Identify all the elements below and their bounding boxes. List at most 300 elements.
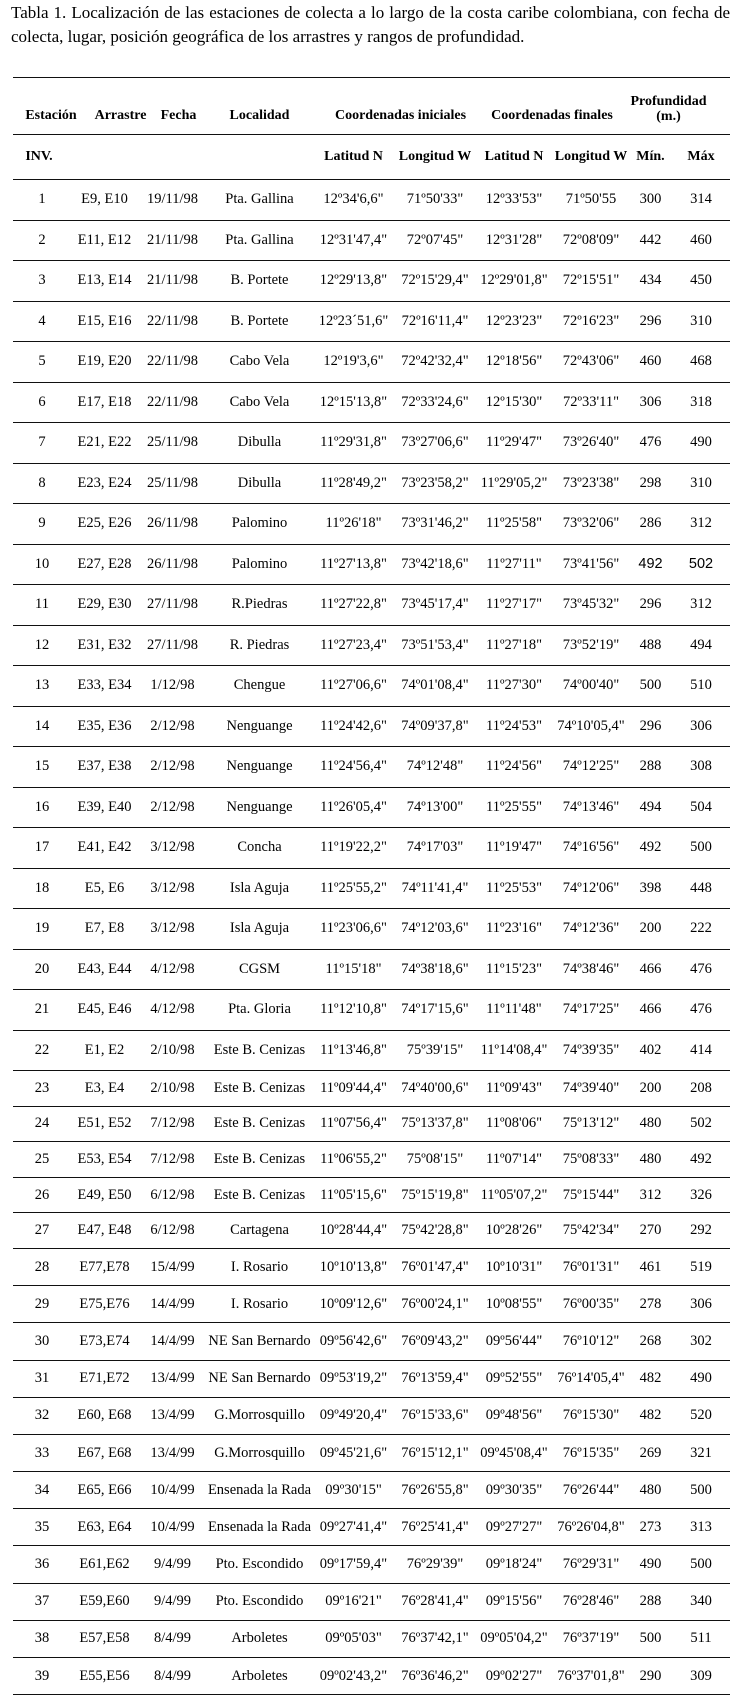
cell-profundidad-max: 340 xyxy=(690,1593,712,1610)
cell-estacion: 11 xyxy=(35,596,49,613)
cell-latitud-final: 12º33'53" xyxy=(485,191,543,208)
cell-fecha: 3/12/98 xyxy=(150,839,195,856)
cell-profundidad-min: 288 xyxy=(639,758,662,775)
cell-estacion: 3 xyxy=(38,272,46,289)
cell-longitud-inicial: 73º42'18,6" xyxy=(401,555,469,572)
cell-localidad: R. Piedras xyxy=(229,636,290,653)
cell-arrastre: E73,E74 xyxy=(79,1332,130,1349)
cell-localidad: NE San Bernardo xyxy=(208,1332,311,1349)
cell-latitud-inicial: 11º27'23,4" xyxy=(320,636,387,653)
table-row xyxy=(13,1107,730,1143)
cell-longitud-final: 76º10'12" xyxy=(562,1332,620,1349)
cell-fecha: 3/12/98 xyxy=(150,920,195,937)
cell-longitud-inicial: 74º12'48" xyxy=(406,758,464,775)
cell-latitud-inicial: 09º17'59,4" xyxy=(319,1556,388,1573)
cell-profundidad-max: 502 xyxy=(688,556,714,573)
table-row xyxy=(13,1031,730,1072)
cell-fecha: 26/11/98 xyxy=(146,555,199,572)
cell-estacion: 20 xyxy=(34,960,50,977)
cell-arrastre: E43, E44 xyxy=(77,960,132,977)
cell-estacion: 5 xyxy=(38,353,46,370)
table-row xyxy=(13,1323,730,1360)
cell-profundidad-max: 448 xyxy=(690,879,712,896)
cell-arrastre: E15, E16 xyxy=(77,312,132,329)
cell-longitud-inicial: 72º42'32,4" xyxy=(401,353,469,370)
cell-fecha: 3/12/98 xyxy=(150,879,195,896)
cell-localidad: Isla Aguja xyxy=(229,879,290,896)
cell-longitud-inicial: 76º36'46,2" xyxy=(401,1667,469,1684)
cell-latitud-final: 11º24'53" xyxy=(486,717,542,734)
cell-localidad: Isla Aguja xyxy=(229,920,290,937)
cell-longitud-inicial: 75º42'28,8" xyxy=(401,1222,469,1239)
cell-latitud-inicial: 10º09'12,6" xyxy=(319,1295,388,1312)
table-row xyxy=(13,1398,730,1435)
cell-arrastre: E67, E68 xyxy=(77,1444,132,1461)
cell-profundidad-max: 310 xyxy=(690,474,712,491)
cell-longitud-final: 75º15'44" xyxy=(562,1186,620,1203)
cell-longitud-inicial: 76º25'41,4" xyxy=(401,1518,469,1535)
table-row xyxy=(13,221,730,262)
header-profundidad-label: Profundidad xyxy=(630,94,707,109)
cell-localidad: Ensenada la Rada xyxy=(207,1481,312,1498)
cell-localidad: Nenguange xyxy=(226,717,293,734)
cell-localidad: Palomino xyxy=(231,555,288,572)
cell-latitud-inicial: 12º19'3,6" xyxy=(323,353,384,370)
cell-arrastre: E27, E28 xyxy=(77,555,132,572)
cell-localidad: Arboletes xyxy=(231,1667,288,1684)
cell-profundidad-min: 278 xyxy=(639,1295,662,1312)
cell-longitud-final: 71º50'55 xyxy=(565,191,617,208)
cell-fecha: 2/12/98 xyxy=(150,717,195,734)
cell-longitud-inicial: 76º09'43,2" xyxy=(401,1332,469,1349)
cell-longitud-final: 74º17'25" xyxy=(562,1001,620,1018)
cell-latitud-inicial: 12º31'47,4" xyxy=(319,231,388,248)
cell-localidad: Ensenada la Rada xyxy=(207,1518,312,1535)
cell-fecha: 4/12/98 xyxy=(150,1001,195,1018)
header-profundidad xyxy=(618,78,719,134)
cell-latitud-inicial: 09º53'19,2" xyxy=(319,1370,388,1387)
cell-localidad: Arboletes xyxy=(231,1630,288,1647)
cell-latitud-inicial: 11º07'56,4" xyxy=(320,1115,387,1132)
cell-longitud-inicial: 76º00'24,1" xyxy=(401,1295,469,1312)
cell-fecha: 13/4/99 xyxy=(150,1407,195,1424)
cell-estacion: 22 xyxy=(34,1041,50,1058)
cell-longitud-final: 74º13'46" xyxy=(562,798,620,815)
cell-latitud-final: 12º31'28" xyxy=(485,231,543,248)
table-row xyxy=(13,707,730,748)
table-body xyxy=(13,180,730,1695)
cell-arrastre: E35, E36 xyxy=(77,717,132,734)
cell-fecha: 2/12/98 xyxy=(150,798,195,815)
cell-profundidad-min: 492 xyxy=(639,839,662,856)
cell-latitud-inicial: 09º02'43,2" xyxy=(319,1667,388,1684)
cell-latitud-inicial: 11º27'13,8" xyxy=(320,555,387,572)
cell-longitud-inicial: 76º15'12,1" xyxy=(401,1444,469,1461)
cell-longitud-final: 72º15'51" xyxy=(562,272,620,289)
cell-profundidad-max: 500 xyxy=(690,1556,712,1573)
cell-profundidad-max: 306 xyxy=(690,1295,712,1312)
cell-estacion: 34 xyxy=(34,1481,50,1498)
cell-longitud-inicial: 73º51'53,4" xyxy=(401,636,469,653)
cell-latitud-inicial: 09º05'03" xyxy=(325,1630,382,1647)
cell-estacion: 27 xyxy=(34,1222,50,1239)
cell-latitud-inicial: 11º28'49,2" xyxy=(320,474,387,491)
cell-longitud-final: 76º37'19" xyxy=(562,1630,620,1647)
cell-estacion: 37 xyxy=(34,1593,50,1610)
cell-longitud-inicial: 76º29'39" xyxy=(406,1556,464,1573)
cell-fecha: 26/11/98 xyxy=(146,515,199,532)
cell-latitud-inicial: 10º10'13,8" xyxy=(319,1258,388,1275)
cell-estacion: 28 xyxy=(34,1258,50,1275)
cell-latitud-final: 09º52'55" xyxy=(485,1370,543,1387)
cell-arrastre: E57,E58 xyxy=(79,1630,130,1647)
cell-latitud-inicial: 12º29'13,8" xyxy=(319,272,388,289)
header-inv: INV. xyxy=(25,149,53,164)
cell-profundidad-min: 312 xyxy=(639,1186,662,1203)
cell-latitud-inicial: 09º56'42,6" xyxy=(319,1332,388,1349)
table-row xyxy=(13,747,730,788)
table-row xyxy=(13,1213,730,1249)
cell-estacion: 24 xyxy=(34,1115,50,1132)
cell-latitud-final: 09º30'35" xyxy=(485,1481,543,1498)
cell-profundidad-max: 318 xyxy=(690,393,712,410)
cell-localidad: Pta. Gloria xyxy=(228,1001,291,1018)
table-row xyxy=(13,423,730,464)
table-row xyxy=(13,788,730,829)
cell-localidad: B. Portete xyxy=(230,272,289,289)
cell-localidad: Nenguange xyxy=(226,798,293,815)
cell-fecha: 15/4/99 xyxy=(150,1258,195,1275)
table-row xyxy=(13,1286,730,1323)
cell-latitud-final: 11º25'55" xyxy=(486,798,542,815)
cell-profundidad-min: 476 xyxy=(639,434,662,451)
cell-latitud-final: 11º09'43" xyxy=(486,1079,542,1096)
cell-profundidad-max: 490 xyxy=(690,434,712,451)
cell-longitud-final: 72º33'11" xyxy=(563,393,619,410)
cell-localidad: Concha xyxy=(237,839,282,856)
cell-fecha: 22/11/98 xyxy=(146,393,199,410)
cell-longitud-inicial: 74º01'08,4" xyxy=(401,677,469,694)
cell-estacion: 31 xyxy=(34,1370,50,1387)
cell-arrastre: E39, E40 xyxy=(77,798,132,815)
cell-longitud-inicial: 72º07'45" xyxy=(406,231,464,248)
cell-profundidad-max: 519 xyxy=(690,1258,712,1275)
cell-longitud-final: 73º26'40" xyxy=(562,434,620,451)
cell-profundidad-max: 302 xyxy=(690,1332,712,1349)
cell-profundidad-min: 442 xyxy=(639,231,662,248)
cell-fecha: 14/4/99 xyxy=(150,1295,195,1312)
cell-arrastre: E77,E78 xyxy=(79,1258,130,1275)
header-row-2 xyxy=(13,135,730,180)
cell-fecha: 6/12/98 xyxy=(150,1222,195,1239)
cell-longitud-final: 73º45'32" xyxy=(562,596,620,613)
cell-longitud-final: 76º00'35" xyxy=(562,1295,620,1312)
cell-longitud-inicial: 74º17'03" xyxy=(406,839,464,856)
cell-longitud-final: 74º39'40" xyxy=(562,1079,620,1096)
cell-estacion: 39 xyxy=(34,1667,50,1684)
cell-latitud-final: 10º28'26" xyxy=(485,1222,543,1239)
cell-fecha: 25/11/98 xyxy=(146,434,199,451)
cell-arrastre: E11, E12 xyxy=(77,231,132,248)
cell-estacion: 35 xyxy=(34,1518,50,1535)
cell-estacion: 26 xyxy=(34,1186,50,1203)
cell-estacion: 6 xyxy=(38,393,46,410)
cell-profundidad-max: 492 xyxy=(690,1150,712,1167)
cell-localidad: Pta. Gallina xyxy=(225,231,294,248)
cell-longitud-final: 72º43'06" xyxy=(562,353,620,370)
cell-profundidad-min: 466 xyxy=(639,1001,662,1018)
header-row-1 xyxy=(13,78,730,135)
cell-latitud-inicial: 09º27'41,4" xyxy=(319,1518,388,1535)
header-profundidad-min: Mín. xyxy=(636,149,665,164)
cell-fecha: 13/4/99 xyxy=(150,1444,195,1461)
cell-arrastre: E71,E72 xyxy=(79,1370,130,1387)
cell-profundidad-max: 222 xyxy=(690,920,712,937)
cell-latitud-inicial: 11º25'55,2" xyxy=(320,879,387,896)
table-row xyxy=(13,302,730,343)
cell-latitud-final: 11º25'53" xyxy=(486,879,542,896)
cell-longitud-inicial: 75º08'15" xyxy=(406,1150,464,1167)
cell-profundidad-min: 269 xyxy=(639,1444,662,1461)
cell-longitud-final: 75º42'34" xyxy=(562,1222,620,1239)
cell-profundidad-max: 310 xyxy=(690,312,712,329)
cell-localidad: Pta. Gallina xyxy=(225,191,294,208)
cell-profundidad-min: 300 xyxy=(639,191,662,208)
cell-latitud-inicial: 11º13'46,8" xyxy=(320,1041,387,1058)
cell-latitud-final: 11º27'30" xyxy=(486,677,542,694)
cell-profundidad-min: 461 xyxy=(639,1258,662,1275)
cell-arrastre: E53, E54 xyxy=(77,1150,132,1167)
cell-latitud-final: 11º25'58" xyxy=(486,515,542,532)
cell-arrastre: E41, E42 xyxy=(77,839,132,856)
cell-latitud-final: 11º05'07,2" xyxy=(480,1186,548,1203)
table-row xyxy=(13,504,730,545)
cell-latitud-inicial: 11º19'22,2" xyxy=(320,839,387,856)
cell-profundidad-max: 326 xyxy=(690,1186,712,1203)
cell-latitud-final: 11º27'11" xyxy=(486,555,542,572)
cell-latitud-final: 12º29'01,8" xyxy=(480,272,548,289)
cell-latitud-inicial: 11º27'06,6" xyxy=(320,677,387,694)
table-row xyxy=(13,828,730,869)
cell-localidad: G.Morrosquillo xyxy=(214,1407,305,1424)
cell-longitud-inicial: 74º12'03,6" xyxy=(401,920,469,937)
cell-fecha: 19/11/98 xyxy=(146,191,199,208)
cell-estacion: 15 xyxy=(34,758,50,775)
cell-latitud-inicial: 11º27'22,8" xyxy=(320,596,387,613)
cell-longitud-inicial: 72º15'29,4" xyxy=(401,272,469,289)
cell-profundidad-min: 460 xyxy=(639,353,662,370)
cell-latitud-final: 10º08'55" xyxy=(485,1295,543,1312)
cell-latitud-final: 12º23'23" xyxy=(485,312,543,329)
cell-arrastre: E31, E32 xyxy=(77,636,132,653)
cell-estacion: 19 xyxy=(34,920,50,937)
cell-latitud-final: 11º27'18" xyxy=(486,636,542,653)
cell-longitud-final: 76º26'44" xyxy=(562,1481,620,1498)
cell-latitud-inicial: 12º23´51,6" xyxy=(318,312,389,329)
cell-profundidad-max: 414 xyxy=(690,1041,712,1058)
cell-longitud-inicial: 76º28'41,4" xyxy=(401,1593,469,1610)
cell-latitud-inicial: 11º05'15,6" xyxy=(320,1186,387,1203)
cell-profundidad-min: 500 xyxy=(639,677,662,694)
cell-longitud-inicial: 74º40'00,6" xyxy=(401,1079,469,1096)
cell-longitud-final: 74º12'36" xyxy=(562,920,620,937)
cell-longitud-final: 76º37'01,8" xyxy=(557,1667,625,1684)
cell-localidad: Dibulla xyxy=(237,474,282,491)
cell-profundidad-max: 511 xyxy=(690,1630,712,1647)
cell-latitud-final: 11º14'08,4" xyxy=(480,1041,548,1058)
cell-profundidad-max: 306 xyxy=(690,717,712,734)
cell-latitud-inicial: 10º28'44,4" xyxy=(319,1222,388,1239)
table-row xyxy=(13,1472,730,1509)
cell-profundidad-max: 476 xyxy=(690,960,712,977)
cell-latitud-final: 11º27'17" xyxy=(486,596,542,613)
cell-latitud-final: 09º56'44" xyxy=(485,1332,543,1349)
header-profundidad-unit: (m.) xyxy=(656,109,681,124)
cell-profundidad-min: 306 xyxy=(639,393,662,410)
cell-fecha: 10/4/99 xyxy=(150,1481,195,1498)
table-row xyxy=(13,545,730,586)
cell-latitud-final: 09º02'27" xyxy=(485,1667,543,1684)
cell-localidad: Este B. Cenizas xyxy=(213,1115,306,1132)
header-latitud-inicial: Latitud N xyxy=(324,149,383,164)
cell-fecha: 13/4/99 xyxy=(150,1370,195,1387)
table-row xyxy=(13,950,730,991)
cell-longitud-final: 76º15'35" xyxy=(562,1444,620,1461)
cell-arrastre: E59,E60 xyxy=(79,1593,130,1610)
cell-longitud-inicial: 74º11'41,4" xyxy=(401,879,469,896)
cell-longitud-final: 76º26'04,8" xyxy=(557,1518,625,1535)
cell-estacion: 18 xyxy=(34,879,50,896)
cell-fecha: 8/4/99 xyxy=(153,1667,192,1684)
cell-profundidad-max: 313 xyxy=(690,1518,712,1535)
header-fecha: Fecha xyxy=(160,108,197,123)
cell-longitud-inicial: 72º33'24,6" xyxy=(401,393,469,410)
cell-latitud-inicial: 11º24'42,6" xyxy=(320,717,387,734)
cell-latitud-inicial: 09º30'15" xyxy=(325,1481,382,1498)
table-row xyxy=(13,990,730,1031)
cell-profundidad-min: 488 xyxy=(639,636,662,653)
cell-latitud-final: 10º10'31" xyxy=(485,1258,543,1275)
cell-profundidad-max: 476 xyxy=(690,1001,712,1018)
cell-profundidad-min: 200 xyxy=(639,1079,662,1096)
cell-longitud-inicial: 74º17'15,6" xyxy=(401,1001,469,1018)
cell-longitud-final: 76º15'30" xyxy=(562,1407,620,1424)
cell-longitud-inicial: 71º50'33" xyxy=(406,191,464,208)
table-row xyxy=(13,383,730,424)
cell-fecha: 22/11/98 xyxy=(146,353,199,370)
cell-localidad: B. Portete xyxy=(230,312,289,329)
cell-profundidad-min: 466 xyxy=(639,960,662,977)
table-caption: Tabla 1. Localización de las estaciones de colecta a lo largo de la costa caribe colombiana, con fecha de colecta, lugar, posición geográfica de los arrastres y rangos de profundidad. xyxy=(11,3,730,46)
cell-arrastre: E47, E48 xyxy=(77,1222,132,1239)
cell-localidad: CGSM xyxy=(238,960,281,977)
table-row xyxy=(13,261,730,302)
cell-longitud-inicial: 73º31'46,2" xyxy=(401,515,469,532)
cell-profundidad-max: 500 xyxy=(690,1481,712,1498)
header-coordenadas-finales: Coordenadas finales xyxy=(491,108,613,123)
cell-arrastre: E33, E34 xyxy=(77,677,132,694)
cell-arrastre: E55,E56 xyxy=(79,1667,130,1684)
cell-latitud-final: 11º29'47" xyxy=(486,434,542,451)
cell-arrastre: E3, E4 xyxy=(84,1079,125,1096)
cell-localidad: I. Rosario xyxy=(230,1295,289,1312)
cell-estacion: 36 xyxy=(34,1556,50,1573)
cell-profundidad-max: 292 xyxy=(690,1222,712,1239)
cell-estacion: 13 xyxy=(34,677,50,694)
cell-estacion: 8 xyxy=(38,474,46,491)
cell-latitud-final: 11º15'23" xyxy=(486,960,542,977)
table-row xyxy=(13,585,730,626)
cell-profundidad-min: 434 xyxy=(639,272,662,289)
cell-profundidad-min: 296 xyxy=(639,717,662,734)
cell-estacion: 12 xyxy=(34,636,50,653)
header-coordenadas-iniciales: Coordenadas iniciales xyxy=(334,108,467,123)
cell-longitud-final: 75º08'33" xyxy=(562,1150,620,1167)
table-row xyxy=(13,464,730,505)
cell-localidad: Este B. Cenizas xyxy=(213,1186,306,1203)
cell-arrastre: E13, E14 xyxy=(77,272,132,289)
cell-profundidad-min: 288 xyxy=(639,1593,662,1610)
cell-fecha: 6/12/98 xyxy=(150,1186,195,1203)
cell-fecha: 2/10/98 xyxy=(150,1079,195,1096)
cell-latitud-inicial: 11º09'44,4" xyxy=(320,1079,387,1096)
cell-longitud-inicial: 74º13'00" xyxy=(406,798,464,815)
cell-latitud-final: 11º19'47" xyxy=(486,839,542,856)
cell-arrastre: E1, E2 xyxy=(84,1041,125,1058)
table-row xyxy=(13,1249,730,1286)
cell-latitud-inicial: 09º45'21,6" xyxy=(319,1444,388,1461)
cell-longitud-inicial: 73º27'06,6" xyxy=(401,434,469,451)
cell-arrastre: E51, E52 xyxy=(77,1115,132,1132)
cell-localidad: Pto. Escondido xyxy=(215,1556,304,1573)
cell-latitud-inicial: 11º29'31,8" xyxy=(320,434,387,451)
cell-latitud-inicial: 09º49'20,4" xyxy=(319,1407,388,1424)
cell-profundidad-max: 494 xyxy=(690,636,712,653)
cell-longitud-final: 73º32'06" xyxy=(562,515,620,532)
cell-latitud-final: 11º29'05,2" xyxy=(480,474,548,491)
cell-longitud-inicial: 75º39'15" xyxy=(406,1041,464,1058)
cell-profundidad-min: 296 xyxy=(639,596,662,613)
table-row xyxy=(13,1361,730,1398)
cell-latitud-final: 09º27'27" xyxy=(485,1518,543,1535)
cell-arrastre: E21, E22 xyxy=(77,434,132,451)
cell-profundidad-min: 286 xyxy=(639,515,662,532)
cell-estacion: 25 xyxy=(34,1150,50,1167)
cell-profundidad-min: 200 xyxy=(639,920,662,937)
cell-localidad: Este B. Cenizas xyxy=(213,1150,306,1167)
cell-arrastre: E7, E8 xyxy=(84,920,125,937)
cell-latitud-final: 09º05'04,2" xyxy=(480,1630,548,1647)
cell-longitud-final: 74º12'25" xyxy=(562,758,620,775)
header-estacion: Estación xyxy=(25,108,77,123)
cell-longitud-inicial: 76º26'55,8" xyxy=(401,1481,469,1498)
cell-profundidad-max: 520 xyxy=(690,1407,712,1424)
cell-profundidad-max: 450 xyxy=(690,272,712,289)
cell-localidad: Palomino xyxy=(231,515,288,532)
cell-profundidad-max: 490 xyxy=(690,1370,712,1387)
cell-arrastre: E49, E50 xyxy=(77,1186,132,1203)
cell-profundidad-min: 492 xyxy=(638,556,663,573)
cell-latitud-inicial: 11º15'18" xyxy=(325,960,382,977)
cell-latitud-inicial: 11º24'56,4" xyxy=(320,758,387,775)
cell-arrastre: E9, E10 xyxy=(81,191,128,208)
table-row xyxy=(13,1435,730,1472)
cell-arrastre: E17, E18 xyxy=(77,393,132,410)
header-arrastre: Arrastre xyxy=(94,108,147,123)
cell-localidad: Este B. Cenizas xyxy=(213,1041,306,1058)
cell-localidad: Chengue xyxy=(233,677,286,694)
cell-localidad: Nenguange xyxy=(226,758,293,775)
